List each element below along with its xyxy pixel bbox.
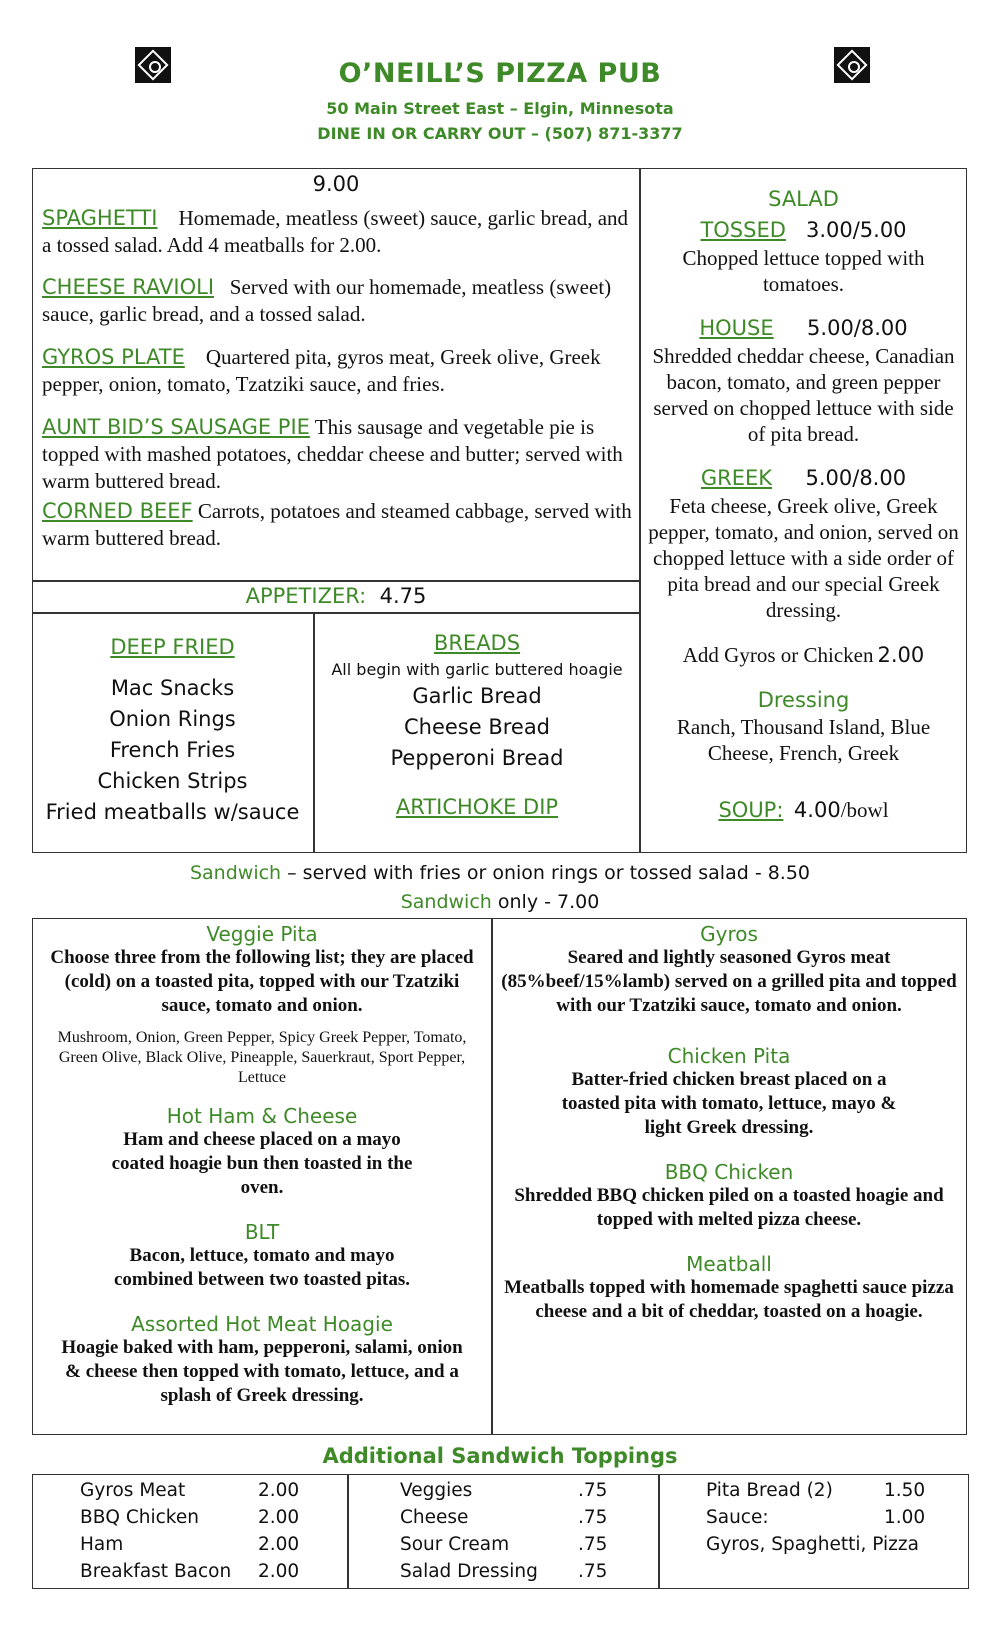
sandwich-word: Sandwich bbox=[189, 862, 282, 884]
add-gyros-price: 2.00 bbox=[877, 643, 925, 667]
sandwich-info: – served with fries or onion rings or tossed salad - 8.50 bbox=[281, 862, 811, 884]
section-title: DEEP FRIED bbox=[110, 635, 235, 659]
item-desc: Quartered pita, gyros meat, Greek olive, Greek pepper, onion, tomato, Tzatziki sauce, and fries. bbox=[42, 345, 601, 396]
list-item: Chicken Strips bbox=[97, 769, 248, 793]
dressing-title: Dressing bbox=[757, 688, 850, 712]
list-item: Onion Rings bbox=[109, 707, 236, 731]
topping-price: 2.00 bbox=[258, 1561, 300, 1582]
sandwich-desc: Bacon, lettuce, tomato and mayo combined between two toasted pitas. bbox=[113, 1245, 411, 1290]
appetizer-header bbox=[32, 584, 640, 608]
sandwich-desc: Hoagie baked with ham, pepperoni, salami, onion & cheese then topped with tomato, lettuce, and a splash of Greek dressing. bbox=[61, 1337, 463, 1406]
appetizer-label: APPETIZER: bbox=[245, 584, 367, 608]
topping-price: 2.00 bbox=[258, 1534, 300, 1555]
topping-price: 2.00 bbox=[258, 1480, 300, 1501]
sandwich-word: Sandwich bbox=[400, 891, 492, 913]
topping-price: .75 bbox=[578, 1480, 608, 1501]
salad-name: TOSSED bbox=[700, 218, 786, 242]
sandwich-name: BLT bbox=[244, 1220, 280, 1244]
salad-price: 3.00/5.00 bbox=[805, 218, 907, 242]
topping-row bbox=[80, 1504, 340, 1531]
item-desc: Carrots, potatoes and steamed cabbage, served with warm buttered bread. bbox=[42, 499, 632, 550]
salad-desc: Feta cheese, Greek olive, Greek pepper, tomato, and onion, served on chopped lettuce with a side order of pita bread and our special Greek dressing. bbox=[648, 494, 959, 622]
menu-item bbox=[42, 274, 632, 328]
item-desc: Served with our homemade, meatless (sweet) sauce, garlic bread, and a tossed salad. bbox=[42, 275, 612, 326]
phone-line: DINE IN OR CARRY OUT – (507) 871-3377 bbox=[317, 124, 683, 143]
list-item: Cheese Bread bbox=[403, 715, 551, 739]
toppings-col-3 bbox=[706, 1477, 964, 1558]
menu-item bbox=[42, 205, 632, 259]
item-name: SPAGHETTI bbox=[42, 206, 158, 230]
list-item: French Fries bbox=[109, 738, 236, 762]
salad-column bbox=[640, 186, 967, 824]
sandwich-name: Veggie Pita bbox=[206, 922, 318, 946]
topping-row bbox=[400, 1477, 650, 1504]
item-name: AUNT BID’S SAUSAGE PIE bbox=[42, 415, 310, 439]
toppings-col-2 bbox=[400, 1477, 650, 1585]
item-desc: Homemade, meatless (sweet) sauce, garlic bread, and a tossed salad. Add 4 meatballs for 2.00. bbox=[42, 206, 629, 257]
soup-label: SOUP: bbox=[718, 798, 784, 822]
item-name: GYROS PLATE bbox=[42, 345, 185, 369]
topping-price: .75 bbox=[578, 1507, 608, 1528]
soup-line bbox=[640, 796, 967, 824]
topping-name: Cheese bbox=[400, 1507, 469, 1528]
divider bbox=[32, 580, 640, 582]
topping-row bbox=[706, 1504, 964, 1531]
sandwich-name: Assorted Hot Meat Hoagie bbox=[131, 1312, 393, 1336]
sandwich-column-right bbox=[494, 922, 964, 1324]
topping-row bbox=[400, 1558, 650, 1585]
list-item: Mac Snacks bbox=[110, 676, 235, 700]
sandwich-desc: Seared and lightly seasoned Gyros meat (85%beef/15%lamb) served on a grilled pita and topped with our Tzatziki sauce, tomato and onion. bbox=[501, 947, 957, 1016]
sauce-options: Gyros, Spaghetti, Pizza bbox=[706, 1534, 919, 1555]
topping-name: Sauce: bbox=[706, 1507, 769, 1528]
topping-row bbox=[80, 1477, 340, 1504]
sandwich-name: Meatball bbox=[686, 1252, 772, 1276]
salad-desc: Chopped lettuce topped with tomatoes. bbox=[682, 246, 925, 296]
toppings-col-1 bbox=[80, 1477, 340, 1585]
soup-price: 4.00 bbox=[793, 798, 841, 822]
divider bbox=[32, 612, 640, 614]
topping-row bbox=[80, 1531, 340, 1558]
sandwich-info-line bbox=[0, 891, 1000, 913]
topping-price: 2.00 bbox=[258, 1507, 300, 1528]
sandwich-desc: Choose three from the following list; they are placed (cold) on a toasted pita, topped with our Tzatziki sauce, tomato and onion. bbox=[50, 947, 474, 1016]
salad-name: GREEK bbox=[700, 466, 773, 490]
divider bbox=[658, 1474, 660, 1589]
breads-note: All begin with garlic buttered hoagie bbox=[331, 660, 623, 679]
sandwich-desc: Meatballs topped with homemade spaghetti sauce pizza cheese and a bit of cheddar, toasted on a hoagie. bbox=[504, 1277, 954, 1322]
salad-price: 5.00/8.00 bbox=[807, 316, 908, 340]
menu-item bbox=[42, 344, 632, 398]
topping-name: Veggies bbox=[400, 1480, 473, 1501]
menu-item bbox=[42, 414, 632, 495]
topping-name: Ham bbox=[80, 1534, 124, 1555]
sandwich-desc: Shredded BBQ chicken piled on a toasted hoagie and topped with melted pizza cheese. bbox=[514, 1185, 944, 1230]
topping-name: Pita Bread (2) bbox=[706, 1480, 833, 1501]
salad-desc: Shredded cheddar cheese, Canadian bacon, tomato, and green pepper served on chopped lettuce with side of pita bread. bbox=[652, 344, 955, 446]
topping-row bbox=[80, 1558, 340, 1585]
topping-price: 1.50 bbox=[884, 1480, 926, 1501]
sandwich-column-left bbox=[38, 922, 486, 1408]
topping-name: Breakfast Bacon bbox=[80, 1561, 232, 1582]
add-gyros-text: Add Gyros or Chicken bbox=[682, 643, 874, 667]
item-name: CORNED BEEF bbox=[42, 499, 193, 523]
deep-fried-list bbox=[32, 632, 313, 828]
dressing-list: Ranch, Thousand Island, Blue Cheese, French, Greek bbox=[676, 715, 931, 765]
topping-name: Sour Cream bbox=[400, 1534, 510, 1555]
artichoke-dip: ARTICHOKE DIP bbox=[395, 795, 559, 819]
sandwich-name: Gyros bbox=[700, 922, 758, 946]
topping-row bbox=[400, 1504, 650, 1531]
topping-price: .75 bbox=[578, 1534, 608, 1555]
entree-price: 9.00 bbox=[312, 172, 360, 196]
salad-title: SALAD bbox=[768, 187, 839, 211]
divider bbox=[491, 918, 493, 1435]
divider bbox=[347, 1474, 349, 1589]
address-line: 50 Main Street East – Elgin, Minnesota bbox=[326, 99, 674, 118]
list-item: Garlic Bread bbox=[412, 684, 542, 708]
list-item: Pepperoni Bread bbox=[390, 746, 564, 770]
item-name: CHEESE RAVIOLI bbox=[42, 275, 215, 299]
topping-price: 1.00 bbox=[884, 1507, 926, 1528]
sandwich-name: Chicken Pita bbox=[667, 1044, 791, 1068]
topping-name: BBQ Chicken bbox=[80, 1507, 199, 1528]
list-item: Fried meatballs w/sauce bbox=[45, 800, 300, 824]
breads-list bbox=[314, 628, 640, 823]
section-title: BREADS bbox=[433, 631, 521, 655]
item-desc: This sausage and vegetable pie is topped with mashed potatoes, cheddar cheese and butter; served with warm buttered bread. bbox=[42, 415, 623, 493]
sandwich-desc: Ham and cheese placed on a mayo coated hoagie bun then toasted in the oven. bbox=[111, 1129, 413, 1198]
topping-name: Gyros Meat bbox=[80, 1480, 186, 1501]
toppings-title: Additional Sandwich Toppings bbox=[322, 1444, 678, 1468]
sandwich-name: BBQ Chicken bbox=[664, 1160, 794, 1184]
sandwich-name: Hot Ham & Cheese bbox=[166, 1104, 358, 1128]
topping-row bbox=[400, 1531, 650, 1558]
menu-item bbox=[42, 498, 632, 552]
topping-name: Salad Dressing bbox=[400, 1561, 538, 1582]
salad-name: HOUSE bbox=[699, 316, 774, 340]
soup-unit: /bowl bbox=[840, 798, 889, 822]
sandwich-info: only - 7.00 bbox=[491, 891, 600, 913]
salad-price: 5.00/8.00 bbox=[805, 466, 907, 490]
sandwich-desc: Batter-fried chicken breast placed on a toasted pita with tomato, lettuce, mayo & light Greek dressing. bbox=[561, 1069, 897, 1138]
sandwich-info-line bbox=[0, 862, 1000, 884]
appetizer-price: 4.75 bbox=[379, 584, 427, 608]
topping-row bbox=[706, 1477, 964, 1504]
page-title: O’NEILL’S PIZZA PUB bbox=[338, 58, 662, 89]
topping-price: .75 bbox=[578, 1561, 608, 1582]
veggie-options: Mushroom, Onion, Green Pepper, Spicy Greek Pepper, Tomato, Green Olive, Black Olive, Pineapple, Sauerkraut, Sport Pepper, Lettuce bbox=[57, 1029, 467, 1086]
